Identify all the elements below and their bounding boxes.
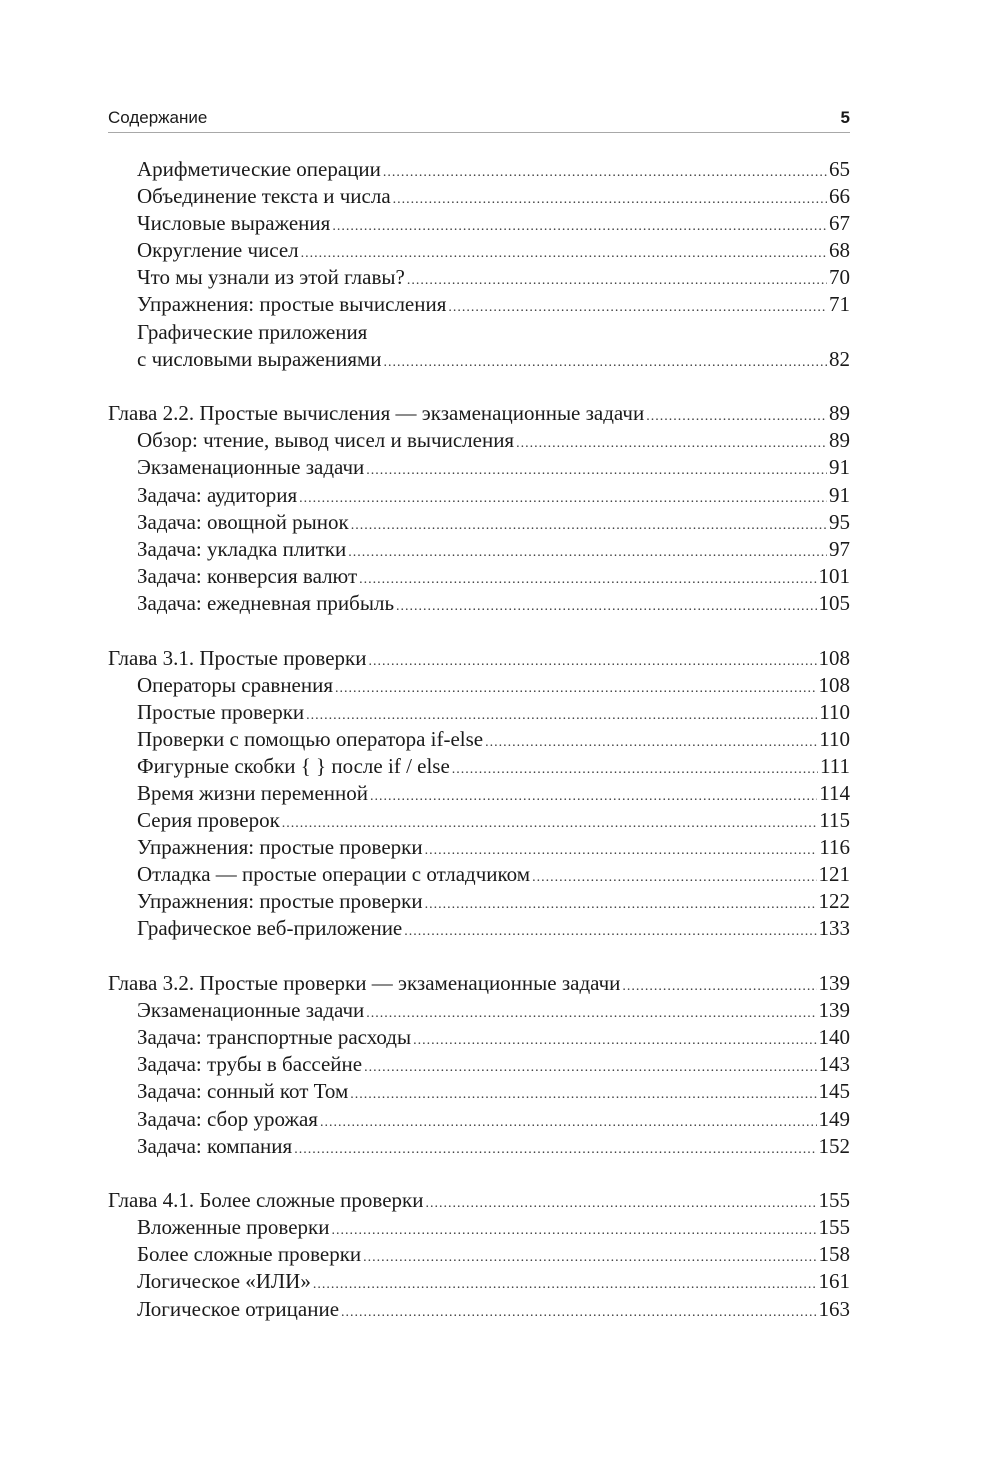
dot-leader <box>383 159 827 186</box>
toc-entry-title: Задача: трубы в бассейне <box>137 1052 363 1077</box>
toc-entry-page: 122 <box>818 889 850 914</box>
toc-chapter <box>108 645 850 672</box>
toc-entry-title: Арифметические операции <box>137 157 381 181</box>
toc-entry-title: Задача: укладка плитки <box>137 536 347 561</box>
toc-entry <box>108 536 850 563</box>
toc-entry-title: Задача: компания <box>137 1133 293 1158</box>
toc-entry-title: Упражнения: простые проверки <box>137 889 423 914</box>
toc-entry-title: Более сложные проверки <box>137 1242 362 1267</box>
toc-entry-page: 108 <box>818 672 850 697</box>
page-number: 5 <box>840 108 850 127</box>
toc-entry-page: 121 <box>818 862 850 887</box>
dot-leader <box>366 1000 816 1027</box>
toc-entry-title: Глава 4.1. Более сложные проверки <box>108 1188 424 1213</box>
dot-leader <box>413 1027 816 1054</box>
toc-entry <box>108 807 850 834</box>
running-header-title: Содержание <box>108 108 208 127</box>
toc-entry-title: Логическое «ИЛИ» <box>137 1269 311 1294</box>
toc-entry-title: Задача: аудитория <box>137 482 298 507</box>
dot-leader <box>485 729 817 756</box>
toc-entry-page: 149 <box>818 1106 850 1131</box>
toc-entry <box>108 1241 850 1268</box>
toc-entry-page: 163 <box>818 1296 850 1321</box>
toc-entry-title: Задача: ежедневная прибыль <box>137 590 395 615</box>
dot-leader <box>425 1190 816 1217</box>
toc-entry <box>108 291 850 318</box>
toc-entry-page: 89 <box>829 401 850 426</box>
toc-entry-title-continued: с числовыми выражениями <box>137 346 382 371</box>
toc-entry <box>108 427 850 454</box>
toc-entry-page: 82 <box>829 346 850 371</box>
dot-leader <box>332 213 827 240</box>
toc-entry-page: 155 <box>818 1215 850 1240</box>
toc-entry <box>108 237 850 264</box>
dot-leader <box>350 1081 816 1108</box>
toc-entry <box>108 780 850 807</box>
dot-leader <box>622 973 816 1000</box>
dot-leader <box>306 702 817 729</box>
dot-leader <box>393 186 827 213</box>
toc-entry-title: Экзаменационные задачи <box>137 998 365 1023</box>
toc-entry-title: Проверки с помощью оператора if-else <box>137 726 484 751</box>
toc-entry-title: Серия проверок <box>137 808 280 833</box>
toc-entry-page: 110 <box>819 726 850 751</box>
toc-chapter <box>108 1187 850 1214</box>
toc-entry <box>108 699 850 726</box>
toc-entry-title: Глава 3.2. Простые проверки — экзаменационные задачи <box>108 971 621 996</box>
toc-entry-title: Графические приложения <box>137 319 368 344</box>
toc-entry-page: 67 <box>829 211 850 236</box>
dot-leader <box>364 1054 816 1081</box>
dot-leader <box>646 403 827 430</box>
toc-entry-page: 66 <box>829 184 850 209</box>
dot-leader <box>368 648 816 675</box>
toc-entry-page: 91 <box>829 482 850 507</box>
dot-leader <box>320 1109 817 1136</box>
toc-chapter <box>108 970 850 997</box>
dot-leader <box>516 430 827 457</box>
dot-leader <box>341 1299 816 1326</box>
dot-leader <box>282 810 817 837</box>
toc-entry <box>108 1268 850 1295</box>
toc-entry <box>108 346 850 373</box>
dot-leader <box>363 1244 816 1271</box>
dot-leader <box>404 918 816 945</box>
toc-entry-title: Вложенные проверки <box>137 1215 330 1240</box>
toc-entry <box>108 1133 850 1160</box>
toc-entry-title: Что мы узнали из этой главы? <box>137 265 405 290</box>
toc-entry <box>108 1296 850 1323</box>
section-gap <box>108 373 850 401</box>
toc-entry-page: 115 <box>819 808 850 833</box>
dot-leader <box>396 593 816 620</box>
toc-entry-page: 70 <box>829 265 850 290</box>
toc-entry-title: Фигурные скобки { } после if / else <box>137 753 450 778</box>
toc-entry-page: 71 <box>829 292 850 317</box>
toc-entry <box>108 1214 850 1241</box>
toc-entry-title: Глава 3.1. Простые проверки <box>108 645 367 670</box>
toc-entry-title: Простые проверки <box>137 699 305 724</box>
dot-leader <box>348 539 827 566</box>
toc-entry-page: 68 <box>829 238 850 263</box>
dot-leader <box>366 457 827 484</box>
toc-entry-title: Округление чисел <box>137 238 299 263</box>
dot-leader <box>359 566 816 593</box>
toc-entry-page: 65 <box>829 157 850 181</box>
toc-entry <box>108 156 850 183</box>
toc-entry-title: Обзор: чтение, вывод чисел и вычисления <box>137 428 515 453</box>
toc-entry-page: 110 <box>819 699 850 724</box>
toc-entry-page: 145 <box>818 1079 850 1104</box>
toc-entry <box>108 834 850 861</box>
toc-entry <box>108 183 850 210</box>
toc-entry-title: Логическое отрицание <box>137 1296 340 1321</box>
toc-entry <box>108 997 850 1024</box>
toc-entry-title: Время жизни переменной <box>137 780 368 805</box>
toc-entry-page: 155 <box>818 1188 850 1213</box>
toc-entry <box>108 1024 850 1051</box>
toc-entry-title: Объединение текста и числа <box>137 184 391 209</box>
toc-entry-page: 89 <box>829 428 850 453</box>
toc-entry-title: Упражнения: простые вычисления <box>137 292 447 317</box>
toc-entry-title: Упражнения: простые проверки <box>137 835 423 860</box>
running-header <box>108 106 850 133</box>
dot-leader <box>299 485 827 512</box>
toc-entry <box>108 563 850 590</box>
toc-entry-title: Отладка — простые операции с отладчиком <box>137 862 531 887</box>
toc-entry <box>108 753 850 780</box>
toc-entry <box>108 482 850 509</box>
toc-entry-title: Задача: сонный кот Том <box>137 1079 349 1104</box>
toc-entry <box>108 210 850 237</box>
toc-entry-page: 114 <box>819 780 850 805</box>
section-gap <box>108 617 850 645</box>
toc-entry-line <box>108 319 850 346</box>
toc-entry-page: 139 <box>818 998 850 1023</box>
toc-entry-title: Задача: сбор урожая <box>137 1106 318 1131</box>
toc-entry <box>108 1078 850 1105</box>
toc-entry <box>108 888 850 915</box>
toc-entry-title: Экзаменационные задачи <box>137 455 365 480</box>
dot-leader <box>313 1271 817 1298</box>
dot-leader <box>425 837 818 864</box>
toc-entry-page: 152 <box>818 1133 850 1158</box>
toc-entry-page: 111 <box>820 753 850 778</box>
toc-entry <box>108 915 850 942</box>
toc-entry-title: Задача: транспортные расходы <box>137 1025 412 1050</box>
toc-entry-page: 143 <box>818 1052 850 1077</box>
dot-leader <box>452 756 818 783</box>
toc-entry-page: 139 <box>818 971 850 996</box>
dot-leader <box>448 294 827 321</box>
dot-leader <box>384 349 827 376</box>
toc-entry-page: 133 <box>818 916 850 941</box>
toc-entry-title: Графическое веб-приложение <box>137 916 403 941</box>
toc-entry-title: Задача: овощной рынок <box>137 509 349 534</box>
toc-entry-page: 91 <box>829 455 850 480</box>
dot-leader <box>351 512 827 539</box>
toc-entry-page: 105 <box>818 590 850 615</box>
toc-entry <box>108 726 850 753</box>
toc-entry <box>108 1106 850 1133</box>
dot-leader <box>335 675 816 702</box>
toc-chapter <box>108 400 850 427</box>
toc-entry-title: Числовые выражения <box>137 211 331 236</box>
toc-entry <box>108 590 850 617</box>
section-gap <box>108 1160 850 1188</box>
dot-leader <box>370 783 817 810</box>
dot-leader <box>425 891 817 918</box>
toc-entry <box>108 454 850 481</box>
toc-entry-title: Операторы сравнения <box>137 672 334 697</box>
toc-entry <box>108 1051 850 1078</box>
toc-entry-page: 140 <box>818 1025 850 1050</box>
dot-leader <box>294 1136 816 1163</box>
toc-entry <box>108 861 850 888</box>
toc-entry-page: 116 <box>819 835 850 860</box>
toc-entry-page: 101 <box>818 563 850 588</box>
toc-entry <box>108 264 850 291</box>
dot-leader <box>301 240 827 267</box>
toc-entry-page: 97 <box>829 536 850 561</box>
toc-entry <box>108 672 850 699</box>
table-of-contents <box>108 156 850 1323</box>
toc-entry <box>108 509 850 536</box>
dot-leader <box>331 1217 816 1244</box>
toc-entry-page: 108 <box>818 645 850 670</box>
section-gap <box>108 943 850 971</box>
dot-leader <box>407 267 827 294</box>
dot-leader <box>532 864 816 891</box>
toc-entry-title: Глава 2.2. Простые вычисления — экзаменационные задачи <box>108 401 645 426</box>
toc-entry-page: 158 <box>818 1242 850 1267</box>
toc-entry-title: Задача: конверсия валют <box>137 563 358 588</box>
toc-entry-page: 161 <box>818 1269 850 1294</box>
toc-entry-page: 95 <box>829 509 850 534</box>
